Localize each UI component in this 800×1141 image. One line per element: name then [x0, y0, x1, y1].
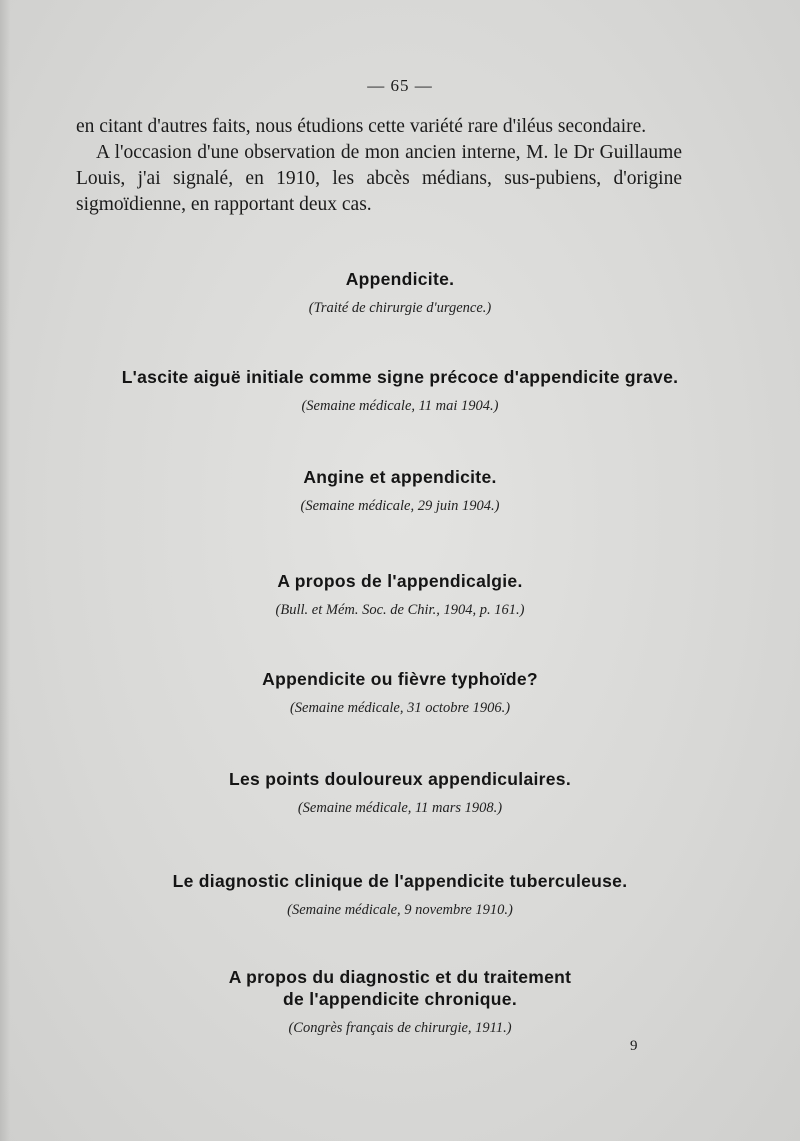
entry-title-line: de l'appendicite chronique. — [283, 989, 517, 1009]
entry-title-line: A propos du diagnostic et du traitement — [228, 967, 572, 987]
page-number: — 65 — — [367, 76, 433, 95]
entry-title: Appendicite. — [345, 269, 455, 289]
entry-8 — [0, 966, 800, 1037]
entry-1 — [0, 268, 800, 317]
entry-source: (Congrès français de chirurgie, 1911.) — [288, 1020, 512, 1036]
entry-source: (Semaine médicale, 11 mai 1904.) — [301, 398, 499, 414]
entry-4 — [0, 570, 800, 619]
entry-2 — [0, 366, 800, 415]
entry-source: (Traité de chirurgie d'urgence.) — [308, 300, 492, 316]
entry-7 — [0, 870, 800, 919]
entry-title — [0, 966, 800, 1010]
entry-source: (Semaine médicale, 11 mars 1908.) — [297, 800, 503, 816]
entry-source: (Semaine médicale, 31 octobre 1906.) — [289, 700, 511, 716]
entry-source: (Semaine médicale, 29 juin 1904.) — [300, 498, 500, 514]
entry-title: Appendicite ou fièvre typhoïde? — [262, 669, 538, 689]
entry-title: Les points douloureux appendiculaires. — [228, 769, 571, 789]
entry-title: Le diagnostic clinique de l'appendicite tuberculeuse. — [172, 871, 628, 891]
entry-title: Angine et appendicite. — [303, 467, 497, 487]
entry-6 — [0, 768, 800, 817]
entry-source: (Bull. et Mém. Soc. de Chir., 1904, p. 161.) — [275, 602, 525, 618]
intro-paragraph-2: A l'occasion d'une observation de mon ancien interne, M. le Dr Guillaume Louis, j'ai signalé, en 1910, les abcès médians, sus-pubiens, d'origine sigmoïdienne, en rapportant deux cas. — [76, 142, 682, 215]
entry-title: L'ascite aiguë initiale comme signe précoce d'appendicite grave. — [121, 367, 679, 387]
entry-source: (Semaine médicale, 9 novembre 1910.) — [287, 902, 513, 918]
entry-title: A propos de l'appendicalgie. — [277, 571, 523, 591]
intro-text — [76, 114, 682, 218]
intro-paragraph-1: en citant d'autres faits, nous étudions cette variété rare d'iléus secondaire. — [76, 116, 647, 137]
signature-mark: 9 — [630, 1038, 638, 1054]
entry-5 — [0, 668, 800, 717]
entry-3 — [0, 466, 800, 515]
